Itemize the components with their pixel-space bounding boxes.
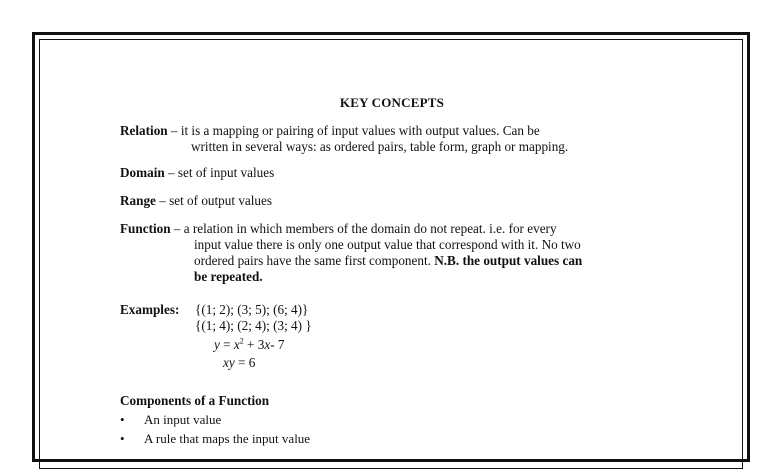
function-definition — [120, 221, 700, 285]
function-note-bold-line2: be repeated. — [194, 269, 263, 284]
function-note-bold: N.B. the output values can — [434, 253, 583, 268]
function-text-line2: input value there is only one output value that correspond with it. No two — [194, 237, 581, 252]
examples-block — [120, 302, 420, 382]
domain-text: – set of input values — [164, 165, 275, 180]
function-text-line3: ordered pairs have the same first component. — [194, 253, 435, 268]
function-text-line1: – a relation in which members of the domain do not repeat. i.e. for every — [170, 221, 557, 236]
range-text: – set of output values — [155, 193, 273, 208]
list-item: • A rule that maps the input value — [120, 431, 311, 446]
bullet-icon: • — [120, 431, 125, 446]
example-set-2: {(1; 4); (2; 4); (3; 4) } — [195, 318, 312, 333]
examples-label: Examples: — [120, 302, 180, 317]
page-title: KEY CONCEPTS — [339, 95, 445, 110]
function-term: Function — [120, 221, 171, 236]
example-set-1: {(1; 2); (3; 5); (6; 4)} — [195, 302, 309, 317]
range-definition — [120, 193, 272, 209]
relation-text-line2: written in several ways: as ordered pairs, table form, graph or mapping. — [191, 139, 569, 154]
bullet-icon: • — [120, 412, 125, 427]
domain-term: Domain — [120, 165, 165, 180]
domain-definition — [120, 165, 274, 181]
list-item: • An input value — [120, 412, 222, 427]
components-heading: Components of a Function — [120, 393, 270, 408]
relation-term: Relation — [120, 123, 168, 138]
example-equation-2: xy = 6 — [223, 355, 256, 370]
relation-definition — [120, 123, 680, 155]
relation-text-line1: – it is a mapping or pairing of input values with output values. Can be — [167, 123, 540, 138]
example-equation-1: $y = x^2 + 3x-$ 7 — [214, 336, 285, 352]
range-term: Range — [120, 193, 156, 208]
